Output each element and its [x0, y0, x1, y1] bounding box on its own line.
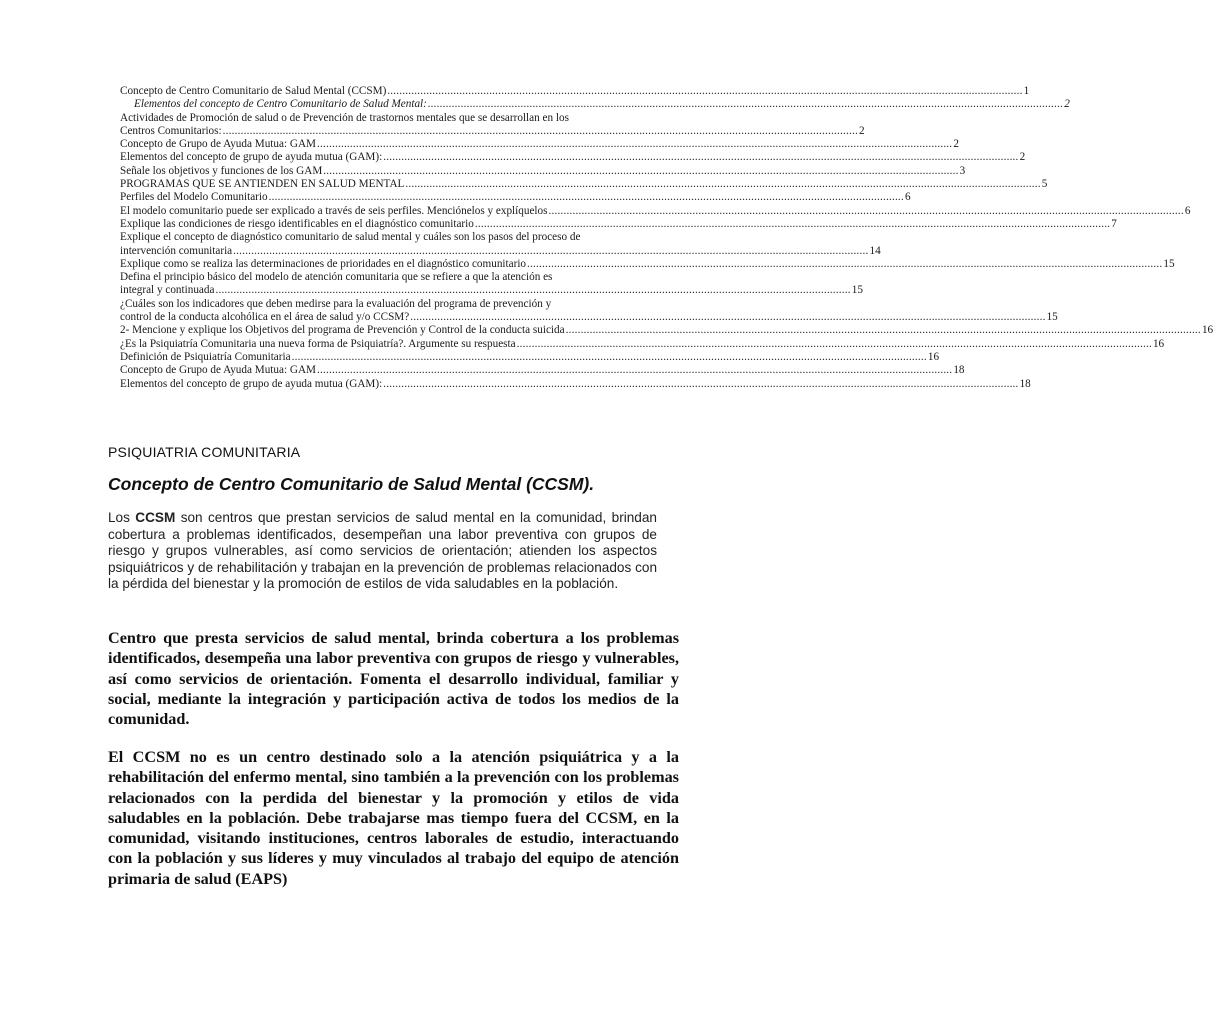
toc-entry-title: Concepto de Grupo de Ayuda Mutua: GAM — [120, 364, 316, 377]
toc-page-number: 3 — [959, 164, 966, 177]
paragraph-body: son centros que prestan servicios de salud mental en la comunidad, brindan cobertura a problemas identificados, desempeñan una labor preventiva con grupos de riesgo y grupos vulnerables, así como servicios de orientación; atienden los aspectos psiquiátricos y de rehabilitación y trabajan en la prevención de problemas relacionados con la pérdida del bienestar y la promoción de estilos de vida saludables en la población. — [108, 510, 657, 592]
toc-leader-dots — [387, 85, 1022, 98]
toc-leader-dots — [323, 165, 958, 178]
toc-entry-title: Elementos del concepto de grupo de ayuda mutua (GAM): — [120, 151, 383, 164]
toc-page-number: 7 — [1111, 217, 1117, 230]
toc-leader-dots — [549, 205, 1184, 218]
toc-entry-title: Perfiles del Modelo Comunitario — [120, 191, 268, 204]
section-heading: PSIQUIATRIA COMUNITARIA — [108, 444, 301, 460]
paragraph-definition: Centro que presta servicios de salud mental, brinda cobertura a los problemas identificados, desempeña una labor preventiva con grupos de riesgo y vulnerables, así como servicios de orientación. Fomenta el desarrollo individual, familiar y social, mediante la integración y participación activa de todos los medios de la comunidad. — [108, 629, 679, 729]
toc-entry-title: ¿Es la Psiquiatría Comunitaria una nueva forma de Psiquiatría?. Argumente su respuesta — [120, 337, 516, 350]
paragraph-description: El CCSM no es un centro destinado solo a la atención psiquiátrica y a la rehabilitación del enfermo mental, sino también a la prevención con los problemas relacionados con la perdida del bienestar y la promoción y etilos de vida saludables en la población. Debe trabajarse mas tiempo fuera del CCSM, en la comunidad, visitando instituciones, centros laborales de estudio, interactuando con la población y sus líderes y muy vinculados al trabajo del equipo de atención primaria de salud (EAPS) — [108, 748, 679, 888]
toc-leader-dots — [317, 364, 952, 377]
toc-page-number: 6 — [1184, 204, 1191, 217]
toc-leader-dots — [383, 151, 1018, 164]
toc-page-number: 18 — [953, 364, 965, 377]
toc-page-number: 15 — [1163, 257, 1175, 270]
toc-entry[interactable] — [120, 364, 965, 377]
toc-entry[interactable] — [120, 337, 1165, 351]
toc-page-number: 16 — [1201, 324, 1213, 337]
table-of-contents — [120, 85, 1213, 391]
toc-entry-line1[interactable]: Explique el concepto de diagnóstico comunitario de salud mental y cuáles son los pasos del proceso de — [120, 231, 581, 244]
toc-entry[interactable] — [120, 204, 1191, 218]
document-title: Concepto de Centro Comunitario de Salud Mental (CCSM). — [108, 474, 595, 494]
ccsm-bold-term: CCSM — [135, 510, 176, 525]
toc-page-number: 15 — [851, 284, 863, 297]
toc-leader-dots — [215, 284, 850, 297]
toc-page-number: 2 — [1064, 98, 1070, 111]
toc-leader-dots — [475, 218, 1110, 231]
toc-page-number: 5 — [1041, 178, 1048, 191]
toc-page-number: 15 — [1046, 311, 1058, 324]
toc-entry[interactable] — [120, 98, 1070, 111]
toc-page-number: 14 — [869, 244, 881, 257]
toc-leader-dots — [223, 125, 858, 138]
toc-leader-dots — [269, 191, 904, 204]
toc-entry[interactable] — [120, 124, 865, 138]
toc-entry-title: El modelo comunitario puede ser explicado a través de seis perfiles. Menciónelos y explíquelos — [120, 204, 548, 217]
toc-page-number: 16 — [927, 350, 940, 363]
paragraph-intro — [108, 510, 657, 593]
toc-entry[interactable] — [120, 138, 959, 151]
toc-entry-title: Explique como se realiza las determinaciones de prioridades en el diagnóstico comunitario — [120, 257, 527, 270]
toc-leader-dots — [517, 338, 1152, 351]
toc-page-number: 18 — [1019, 377, 1031, 390]
toc-entry[interactable] — [120, 284, 863, 297]
toc-leader-dots — [410, 311, 1045, 324]
toc-entry[interactable] — [120, 191, 911, 204]
toc-page-number: 16 — [1152, 337, 1165, 350]
toc-page-number: 6 — [904, 191, 911, 204]
toc-page-number: 2 — [1019, 151, 1026, 164]
toc-entry-line1[interactable]: Actividades de Promoción de salud o de Prevención de trastornos mentales que se desarrollan en los — [120, 111, 569, 124]
toc-entry-title: Explique las condiciones de riesgo identificables en el diagnóstico comunitario — [120, 217, 474, 230]
toc-entry-title: 2- Mencione y explique los Objetivos del programa de Prevención y Control de la conducta suicida — [120, 324, 565, 337]
toc-entry[interactable] — [120, 324, 1213, 337]
toc-entry-line1[interactable]: Defina el principio básico del modelo de atención comunitaria que se refiere a que la atención es — [120, 271, 553, 284]
toc-entry-title: intervención comunitaria — [120, 244, 233, 257]
toc-entry-title: Concepto de Grupo de Ayuda Mutua: GAM — [120, 138, 316, 151]
toc-entry[interactable] — [120, 85, 1030, 98]
toc-entry[interactable] — [120, 350, 940, 364]
toc-leader-dots — [428, 98, 1063, 111]
toc-entry-title: Centros Comunitarios: — [120, 124, 222, 137]
toc-page-number: 2 — [953, 138, 959, 151]
toc-entry[interactable] — [120, 217, 1117, 231]
toc-leader-dots — [405, 178, 1040, 191]
toc-entry-title: control de la conducta alcohólica en el área de salud y/o CCSM? — [120, 311, 410, 324]
toc-entry-title: Elementos del concepto de Centro Comunitario de Salud Mental: — [134, 98, 427, 111]
toc-entry-title: Señale los objetivos y funciones de los GAM — [120, 164, 323, 177]
toc-entry-line1[interactable]: ¿Cuáles son los indicadores que deben medirse para la evaluación del programa de prevención y — [120, 297, 552, 310]
toc-leader-dots — [317, 138, 952, 151]
toc-entry[interactable] — [120, 257, 1175, 271]
toc-leader-dots — [383, 378, 1018, 391]
toc-entry[interactable] — [120, 311, 1058, 324]
toc-leader-dots — [292, 351, 927, 364]
toc-page-number: 2 — [858, 124, 865, 137]
toc-entry-title: integral y continuada — [120, 284, 215, 297]
toc-leader-dots — [566, 324, 1201, 337]
toc-entry-title: Elementos del concepto de grupo de ayuda mutua (GAM): — [120, 377, 383, 390]
paragraph-prefix: Los — [108, 510, 136, 525]
toc-entry[interactable] — [120, 244, 881, 258]
toc-entry[interactable] — [120, 377, 1031, 391]
toc-leader-dots — [233, 245, 868, 258]
toc-entry[interactable] — [120, 151, 1026, 164]
toc-entry-title: PROGRAMAS QUE SE ANTIENDEN EN SALUD MENTAL — [120, 178, 405, 191]
toc-entry-title: Concepto de Centro Comunitario de Salud Mental (CCSM) — [120, 85, 387, 97]
toc-entry[interactable] — [120, 178, 1048, 191]
toc-page-number: 1 — [1023, 85, 1030, 97]
toc-entry[interactable] — [120, 164, 966, 178]
toc-leader-dots — [527, 258, 1162, 271]
toc-entry-title: Definición de Psiquiatría Comunitaria — [120, 350, 291, 363]
